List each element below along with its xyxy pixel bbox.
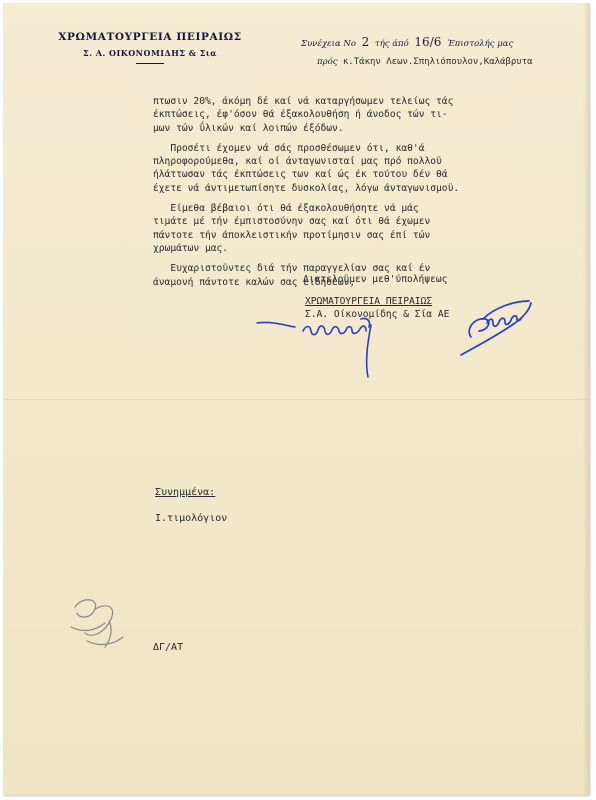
- body-line: μων τών ΰλικών καί λοιπών έξόδων.: [153, 122, 344, 134]
- body-line: Είμεθα βέβαιοι ότι θά έξακολουθήσητε νά μάς: [153, 203, 419, 215]
- enclosures-label: Συνημμένα:: [155, 487, 216, 498]
- continuation-label: Συνέχεια: [301, 39, 341, 49]
- page-number: 2: [361, 35, 370, 49]
- body-paragraph: [153, 202, 573, 255]
- body-line: έχετε νά άντιμετωπίσητε δυσκολίας, λόγω άνταγωνισμοϋ.: [153, 182, 460, 194]
- reference-line: [301, 35, 513, 49]
- letter-body: [153, 95, 573, 296]
- enclosure-item: Ι.τιμολόγιον: [155, 513, 228, 524]
- recipient: κ.Τάκην Λεων.Σπηλιόπουλον,Καλάβρυτα: [342, 57, 533, 67]
- body-line: ήλάττωσαν τάς έκπτώσεις των καί ώς έκ τούτου δέν θά: [153, 169, 448, 181]
- letterhead-rule: [136, 63, 164, 64]
- company-name: ΧΡΩΜΑΤΟΥΡΓΕΙΑ ΠΕΙΡΑΙΩΣ: [58, 31, 242, 43]
- body-line: έκπτώσεις, έφ'όσον θά έξακολουθήση ή άνοδος τών τι-: [153, 109, 448, 121]
- recipient-line: [317, 57, 533, 67]
- letter-label: Έπιστολής μας: [447, 39, 514, 49]
- letterhead: [55, 31, 245, 64]
- letter-page: [3, 3, 589, 795]
- body-paragraph: [153, 95, 573, 135]
- body-paragraph: [153, 142, 573, 195]
- body-line: τιμάτε μέ τήν έμπιστοσύνην σας καί ότι θά έχωμεν: [153, 216, 431, 228]
- body-line: πληροφορούμεθα, καί οί άνταγωνισταί μας πρό πολλοϋ: [153, 156, 442, 168]
- body-line: χρωμάτων μας.: [153, 242, 229, 254]
- signature-right: [455, 297, 535, 361]
- date-label: τής άπό: [375, 39, 409, 49]
- body-line: πτωσιν 20%, άκόμη δέ καί νά καταργήσωμεν τελείως τάς: [153, 96, 454, 107]
- number-label: No: [343, 39, 356, 49]
- body-line: άναμονή πάντοτε καλών σας ειδήσεων,: [153, 276, 356, 288]
- to-label: πρός: [317, 57, 338, 67]
- closing-phrase: Διατελοϋμεν μεθ'ύπολήψεως: [303, 274, 448, 285]
- typist-initials: ΔΓ/ΑΤ: [153, 642, 184, 653]
- body-line: Προσέτι έχομεν νά σάς προσθέσωμεν ότι, καθ'ά: [153, 142, 425, 154]
- pencil-scribble: [65, 593, 131, 655]
- signature-left: [253, 315, 403, 385]
- paper-fold: [3, 399, 589, 400]
- sender-company: ΧΡΩΜΑΤΟΥΡΓΕΙΑ ΠΕΙΡΑΙΩΣ: [305, 296, 433, 307]
- company-owner: Σ. Α. ΟΙΚΟΝΟΜΙΔΗΣ & Σια: [83, 48, 217, 58]
- letter-date: 16/6: [414, 35, 442, 49]
- body-line: πάντοτε τήν άποκλειστικήν προτίμησιν σας έπί τών: [153, 229, 431, 241]
- body-line: Ευχαριστοϋντες διά τήν παραγγελίαν σας καί έν: [153, 263, 431, 275]
- paper-edge-shadow: [583, 3, 589, 795]
- sender-owner: Σ.Α. Οίκονομίδης & Σία ΑΕ: [305, 309, 450, 320]
